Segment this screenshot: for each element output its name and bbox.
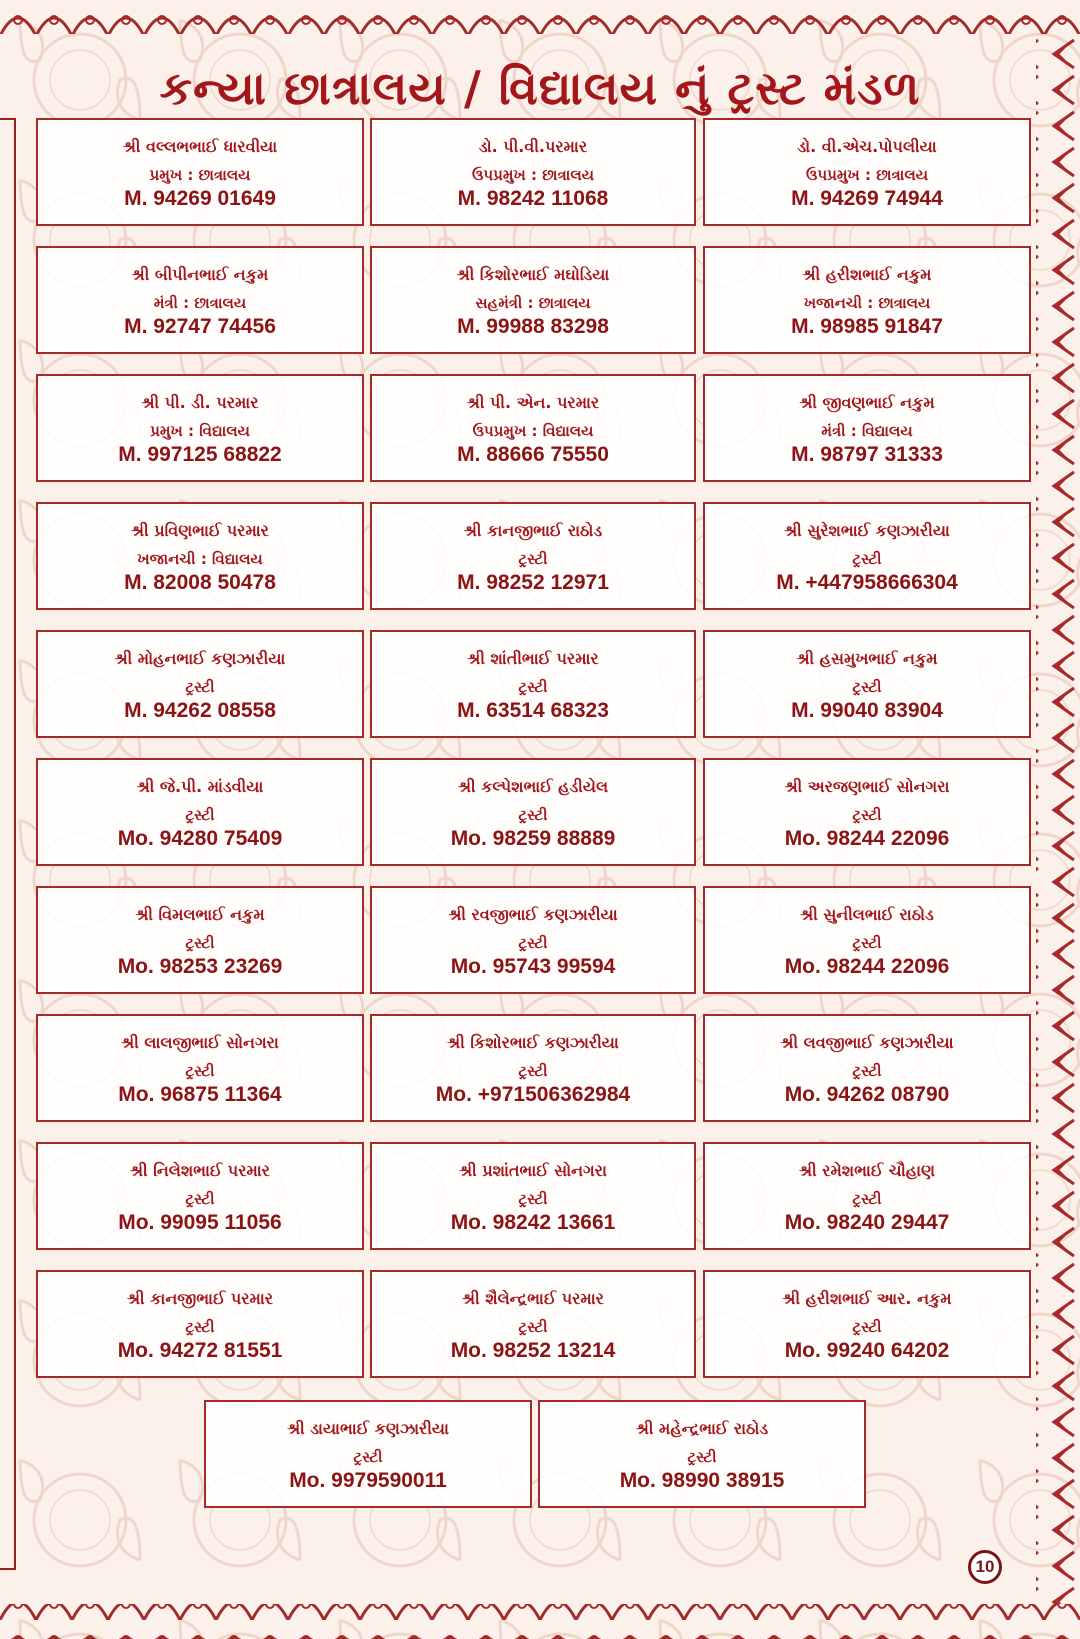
trustee-name: શ્રી વલ્લભભાઈ ધારવીયા: [122, 137, 278, 156]
trustee-name: શ્રી રવજીભાઈ કણઝારીયા: [448, 905, 618, 924]
page-title: કન્યા છાત્રાલય / વિદ્યાલય નું ટ્રસ્ટ મંડળ: [159, 61, 921, 115]
trustee-name: શ્રી પી. ડી. પરમાર: [141, 393, 259, 412]
trustee-card: [370, 374, 696, 482]
trustee-mobile: Mo. 98252 13214: [450, 1339, 616, 1362]
left-border-line: [0, 118, 16, 1570]
trustee-role: ટ્રસ્ટી: [852, 1190, 882, 1208]
trustee-card: [36, 246, 364, 354]
trustee-mobile: M. 98252 12971: [457, 571, 609, 594]
trustee-card: [370, 630, 696, 738]
trustee-mobile: Mo. 94280 75409: [117, 827, 283, 850]
trustee-name: ડો. પી.વી.પરમાર: [478, 137, 588, 156]
trustee-role: ટ્રસ્ટી: [852, 1062, 882, 1080]
trustee-mobile: Mo. 98990 38915: [619, 1469, 785, 1492]
page-number: 10: [968, 1550, 1002, 1584]
trustee-name: શ્રી કિશોરભાઈ મઘોડિયા: [456, 265, 610, 284]
trustee-name: શ્રી સુનીલભાઈ રાઠોડ: [800, 905, 934, 924]
trustee-mobile: M. 98985 91847: [791, 315, 943, 338]
trustee-card: [36, 758, 364, 866]
trustee-mobile: Mo. 94262 08790: [784, 1083, 950, 1106]
trustee-name: શ્રી જે.પી. માંડવીયા: [136, 777, 264, 796]
trustee-role: પ્રમુખ : છાત્રાલય: [149, 166, 251, 184]
trustee-mobile: Mo. 96875 11364: [118, 1083, 282, 1106]
trustee-name: શ્રી બીપીનભાઈ નકુમ: [131, 265, 269, 284]
trustee-role: ટ્રસ્ટી: [185, 1062, 215, 1080]
trustee-mobile: Mo. 95743 99594: [450, 955, 616, 978]
trustee-role: ટ્રસ્ટી: [518, 806, 548, 824]
trustee-name: શ્રી લાલજીભાઈ સોનગરા: [121, 1033, 279, 1052]
trustee-mobile: M. 99040 83904: [791, 699, 943, 722]
trustee-role: ખજાનચી : છાત્રાલય: [803, 294, 931, 312]
trustee-name: શ્રી પ્રશાંતભાઈ સોનગરા: [459, 1161, 607, 1180]
trustee-role: ટ્રસ્ટી: [185, 1190, 215, 1208]
trustee-mobile: Mo. 98242 13661: [450, 1211, 616, 1234]
trustee-card: [370, 118, 696, 226]
trustee-role: ટ્રસ્ટી: [518, 934, 548, 952]
trustee-card: [370, 1014, 696, 1122]
trustee-role: ટ્રસ્ટી: [353, 1448, 383, 1466]
trustee-name: શ્રી પી. એન. પરમાર: [466, 393, 600, 412]
trustee-mobile: M. 82008 50478: [124, 571, 276, 594]
trustee-card: [703, 1014, 1031, 1122]
trustee-card: [36, 886, 364, 994]
trustee-role: ખજાનચી : વિદ્યાલય: [137, 550, 263, 568]
trustee-mobile: Mo. 98253 23269: [117, 955, 283, 978]
trustee-mobile: Mo. 9979590011: [289, 1469, 447, 1492]
trustee-card: [538, 1400, 866, 1508]
trustee-mobile: Mo. +971506362984: [435, 1083, 631, 1106]
trustee-name: શ્રી જીવણભાઈ નકુમ: [799, 393, 935, 412]
trustee-role: ટ્રસ્ટી: [518, 550, 548, 568]
trustee-name: શ્રી મોહનભાઈ કણઝારીયા: [114, 649, 286, 668]
trustee-role: ટ્રસ્ટી: [518, 1062, 548, 1080]
trustee-name: શ્રી રમેશભાઈ ચૌહાણ: [799, 1161, 935, 1180]
trustee-card: [703, 758, 1031, 866]
trustee-role: ટ્રસ્ટી: [852, 806, 882, 824]
trustee-role: ટ્રસ્ટી: [852, 550, 882, 568]
trustee-name: શ્રી સુરેશભાઈ કણઝારીયા: [784, 521, 950, 540]
trustee-mobile: Mo. 98244 22096: [784, 827, 950, 850]
trustee-name: શ્રી નિલેશભાઈ પરમાર: [130, 1161, 270, 1180]
trustee-mobile: M. 98797 31333: [791, 443, 943, 466]
trustee-card: [370, 758, 696, 866]
trustee-card: [703, 1142, 1031, 1250]
trustee-mobile: M. 63514 68323: [457, 699, 609, 722]
trustee-mobile: M. 94269 74944: [791, 187, 943, 210]
trustee-mobile: M. 88666 75550: [457, 443, 609, 466]
trustee-role: ટ્રસ્ટી: [518, 1190, 548, 1208]
trustee-role: ટ્રસ્ટી: [518, 678, 548, 696]
trustee-mobile: Mo. 94272 81551: [117, 1339, 283, 1362]
trustee-mobile: M. 98242 11068: [457, 187, 609, 210]
trustee-name: શ્રી હસમુખભાઈ નકુમ: [796, 649, 938, 668]
trustee-name: શ્રી કલ્પેશભાઈ હડીયેલ: [457, 777, 609, 796]
trustee-role: ટ્રસ્ટી: [687, 1448, 717, 1466]
trustee-mobile: M. 94262 08558: [124, 699, 276, 722]
trustee-card: [36, 630, 364, 738]
trustee-name: શ્રી ડાયાભાઈ કણઝારીયા: [287, 1419, 449, 1438]
trustee-mobile: Mo. 98244 22096: [784, 955, 950, 978]
trustee-mobile: M. 94269 01649: [124, 187, 276, 210]
trustee-mobile: M. +447958666304: [776, 571, 958, 594]
trustee-mobile: Mo. 99095 11056: [118, 1211, 282, 1234]
trustee-role: ટ્રસ્ટી: [852, 934, 882, 952]
trustee-card: [703, 502, 1031, 610]
trustee-role: મંત્રી : વિદ્યાલય: [821, 422, 913, 440]
trustee-role: પ્રમુખ : વિદ્યાલય: [150, 422, 250, 440]
trustee-card: [204, 1400, 532, 1508]
trustee-name: શ્રી અરજણભાઈ સોનગરા: [784, 777, 950, 796]
trustee-card: [370, 886, 696, 994]
trustee-role: ટ્રસ્ટી: [852, 678, 882, 696]
trustee-mobile: Mo. 99240 64202: [784, 1339, 950, 1362]
trustee-role: ટ્રસ્ટી: [185, 678, 215, 696]
trustee-role: ટ્રસ્ટી: [185, 1318, 215, 1336]
trustee-card: [370, 1142, 696, 1250]
trustee-name: ડો. વી.એચ.પોપલીયા: [797, 137, 937, 156]
trustee-name: શ્રી વિમલભાઈ નકુમ: [135, 905, 265, 924]
trustee-name: શ્રી શાંતીભાઈ પરમાર: [467, 649, 599, 668]
trustee-card: [703, 246, 1031, 354]
trustee-name: શ્રી કિશોરભાઈ કણઝારીયા: [447, 1033, 619, 1052]
trustee-card: [36, 1014, 364, 1122]
trustee-card: [36, 374, 364, 482]
trustee-name: શ્રી હરીશભાઈ આર. નકુમ: [782, 1289, 952, 1308]
trustee-name: શ્રી પ્રવિણભાઈ પરમાર: [131, 521, 269, 540]
trustee-role: ટ્રસ્ટી: [852, 1318, 882, 1336]
trustee-role: મંત્રી : છાત્રાલય: [153, 294, 247, 312]
trustee-name: શ્રી મહેન્દ્રભાઈ રાઠોડ: [635, 1419, 769, 1438]
trustee-card: [703, 118, 1031, 226]
trustee-name: શ્રી કાનજીભાઈ પરમાર: [126, 1289, 274, 1308]
trustee-role: ટ્રસ્ટી: [185, 806, 215, 824]
trustee-card: [36, 1142, 364, 1250]
trustee-card: [703, 630, 1031, 738]
trustee-role: ઉપપ્રમુખ : છાત્રાલય: [806, 166, 928, 184]
trustee-card: [703, 374, 1031, 482]
trustee-card: [36, 502, 364, 610]
trustee-name: શ્રી શૈલેન્દ્રભાઈ પરમાર: [462, 1289, 604, 1308]
trustee-card: [370, 246, 696, 354]
trustee-role: ઉપપ્રમુખ : વિદ્યાલય: [472, 422, 594, 440]
trustee-name: શ્રી હરીશભાઈ નકુમ: [802, 265, 932, 284]
trustee-mobile: Mo. 98240 29447: [784, 1211, 950, 1234]
trustee-role: ટ્રસ્ટી: [185, 934, 215, 952]
trustee-card: [36, 118, 364, 226]
trustee-card: [370, 502, 696, 610]
trustee-role: સહમંત્રી : છાત્રાલય: [475, 294, 591, 312]
trustee-role: ઉપપ્રમુખ : છાત્રાલય: [472, 166, 594, 184]
trustee-name: શ્રી લવજીભાઈ કણઝારીયા: [780, 1033, 954, 1052]
trustee-mobile: M. 92747 74456: [124, 315, 276, 338]
trustee-card: [703, 1270, 1031, 1378]
trustee-mobile: M. 997125 68822: [118, 443, 282, 466]
trustee-card: [703, 886, 1031, 994]
trustee-mobile: M. 99988 83298: [457, 315, 609, 338]
trustee-role: ટ્રસ્ટી: [518, 1318, 548, 1336]
trustee-card: [370, 1270, 696, 1378]
trustee-mobile: Mo. 98259 88889: [450, 827, 616, 850]
trustee-card: [36, 1270, 364, 1378]
trustee-name: શ્રી કાનજીભાઈ રાઠોડ: [463, 521, 603, 540]
